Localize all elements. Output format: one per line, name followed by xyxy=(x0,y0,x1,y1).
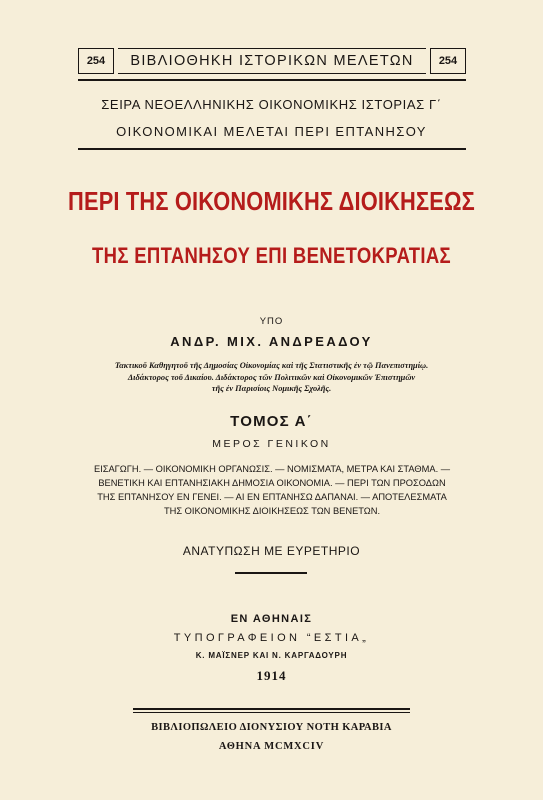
subseries-rule xyxy=(78,148,466,150)
credentials-line: τῆς ἐν Παρισίοις Νομικῆς Σχολῆς. xyxy=(211,384,332,393)
imprint-publishers: Κ. ΜΑΪΣΝΕΡ ΚΑΙ Ν. ΚΑΡΓΑΔΟΥΡΗ xyxy=(195,651,348,660)
contents-line: ΕΙΣΑΓΩΓΗ. — ΟΙΚΟΝΟΜΙΚΗ ΟΡΓΑΝΩΣΙΣ. — ΝΟΜΙΣΜΑΤΑ, ΜΕΤΡΑ ΚΑΙ ΣΤΑΘΜΑ. — xyxy=(93,464,451,474)
short-divider xyxy=(235,572,307,574)
contents-line: ΤΗΣ ΟΙΚΟΝΟΜΙΚΗΣ ΔΙΟΙΚΗΣΕΩΣ ΤΩΝ ΒΕΝΕΤΩΝ. xyxy=(163,506,381,516)
by-label: ΥΠΟ xyxy=(259,316,284,327)
author-name: ΑΝΔΡ. ΜΙΧ. ΑΝΔΡΕΑΔΟΥ xyxy=(170,334,373,349)
contents-line: ΤΗΣ ΕΠΤΑΝΗΣΟΥ ΕΝ ΓΕΝΕΙ. — ΑΙ ΕΝ ΕΠΤΑΝΗΣΩ ΔΑΠΑΝΑΙ. — ΑΠΟΤΕΛΕΣΜΑΤΑ xyxy=(97,492,447,502)
credentials-line: Τακτικοῦ Καθηγητοῦ τῆς Δημοσίας Οἰκονομίας καὶ τῆς Στατιστικῆς ἐν τῷ Πανεπιστημίῳ. xyxy=(114,361,429,370)
series-title: ΒΙΒΛΙΟΘΗΚΗ ΙΣΤΟΡΙΚΩΝ ΜΕΛΕΤΩΝ xyxy=(118,48,426,74)
contents-summary xyxy=(72,462,472,518)
part-label: ΜΕΡΟΣ ΓΕΝΙΚΟΝ xyxy=(212,438,331,450)
main-title-line2: ΤΗΣ ΕΠΤΑΝΗΣΟΥ ΕΠΙ ΒΕΝΕΤΟΚΡΑΤΙΑΣ xyxy=(92,243,451,268)
series-line: ΣΕΙΡΑ ΝΕΟΕΛΛΗΝΙΚΗΣ ΟΙΚΟΝΟΜΙΚΗΣ ΙΣΤΟΡΙΑΣ Γ΄ xyxy=(101,97,442,112)
imprint-year: 1914 xyxy=(256,668,287,683)
author-credentials xyxy=(80,360,463,395)
reprint-place-date: ΑΘΗΝΑ MCMXCIV xyxy=(218,741,325,752)
bottom-rule-thick xyxy=(133,708,410,710)
series-header xyxy=(78,48,466,74)
reprint-publisher-name: ΒΙΒΛΙΟΠΩΛΕΙΟ ΔΙΟΝΥΣΙΟΥ ΝΟΤΗ ΚΑΡΑΒΙΑ xyxy=(151,722,392,733)
reprint-note: ΑΝΑΤΥΠΩΣΗ ΜΕ ΕΥΡΕΤΗΡΙΟ xyxy=(182,544,361,558)
volume-label: ΤΟΜΟΣ Α΄ xyxy=(230,413,313,430)
imprint-printer: ΤΥΠΟΓΡΑΦΕΙΟΝ “ΕΣΤΙΑ„ xyxy=(173,632,370,644)
subseries-line: ΟΙΚΟΝΟΜΙΚΑΙ ΜΕΛΕΤΑΙ ΠΕΡΙ ΕΠΤΑΝΗΣΟΥ xyxy=(116,124,427,139)
imprint-city: ΕΝ ΑΘΗΝΑΙΣ xyxy=(230,613,313,625)
credentials-line: Διδάκτορος τοῦ Δικαίου. Διδάκτορος τῶν Πολιτικῶν καὶ Οἰκονομικῶν Ἐπιστημῶν xyxy=(127,372,416,382)
series-number-left: 254 xyxy=(78,48,114,74)
main-title-line1: ΠΕΡΙ ΤΗΣ ΟΙΚΟΝΟΜΙΚΗΣ ΔΙΟΙΚΗΣΕΩΣ xyxy=(68,186,475,216)
bottom-rule-thin xyxy=(133,712,410,713)
series-number-right: 254 xyxy=(430,48,466,74)
header-underline xyxy=(78,79,466,81)
contents-line: ΒΕΝΕΤΙΚΗ ΚΑΙ ΕΠΤΑΝΗΣΙΑΚΗ ΔΗΜΟΣΙΑ ΟΙΚΟΝΟΜΙΑ. — ΠΕΡΙ ΤΩΝ ΠΡΟΣΟΔΩΝ xyxy=(98,478,446,488)
